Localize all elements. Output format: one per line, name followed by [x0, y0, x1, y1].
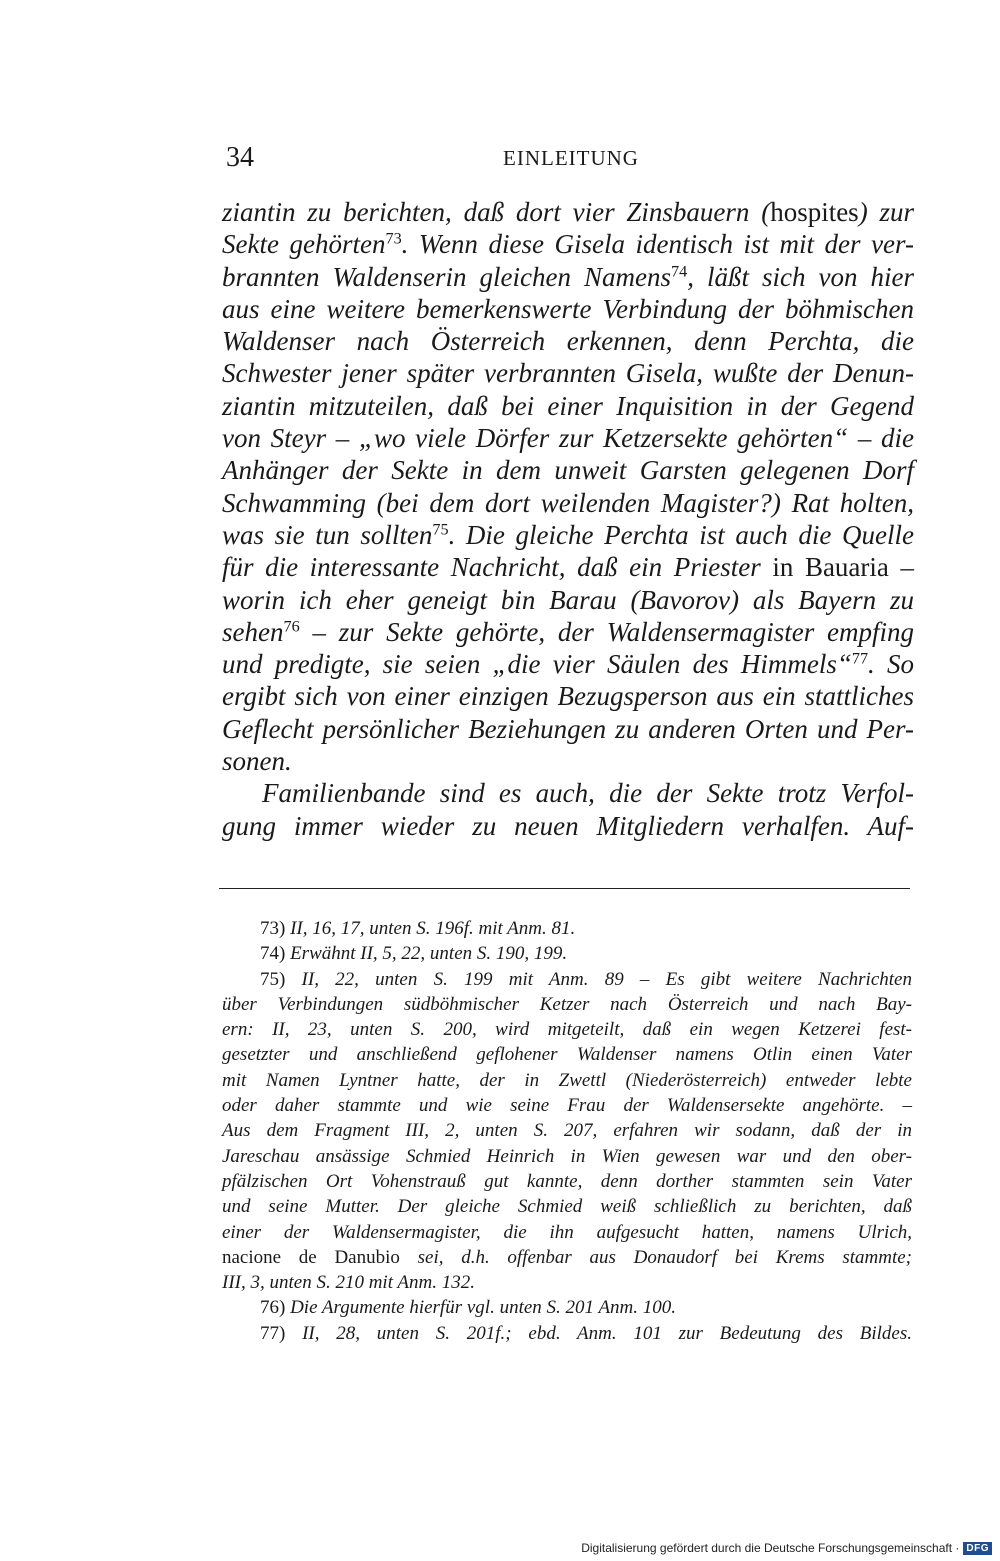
footnote: [222, 941, 912, 966]
footnote-rule: [219, 888, 910, 889]
body-line: sehen$^{76}$ – zur Sekte gehörte, der Waldensermagister empfing: [222, 616, 914, 647]
body-line: und predigte, sie seien „die vier Säulen des Himmels“$^{77}$. So: [222, 649, 915, 680]
body-line: ziantin zu berichten, daß dort vier Zinsbauern (hospites) zur: [222, 197, 914, 227]
body-line: Familienbande sind es auch, die der Sekte trotz Verfol-: [262, 778, 914, 809]
footnote-line: mit Namen Lyntner hatte, der in Zwettl (Niederösterreich) entweder lebte: [222, 1069, 912, 1091]
body-line: aus eine weitere bemerkenswerte Verbindung der böhmischen: [222, 293, 914, 324]
footnote: [222, 1295, 912, 1320]
footnote-line: oder daher stammte und wie seine Frau der Waldensersekte angehörte. –: [222, 1095, 912, 1117]
body-line: Sekte gehörten$^{73}$. Wenn diese Gisela identisch ist mit der ver-: [222, 229, 915, 260]
footnote-line: III, 3, unten S. 210 mit Anm. 132.: [222, 1272, 475, 1294]
body-text: [222, 196, 914, 842]
footnote-line: und seine Mutter. Der gleiche Schmied weiß schließlich zu berichten, daß: [222, 1196, 912, 1218]
digitization-footer: [581, 1541, 992, 1555]
body-line: Waldenser nach Österreich erkennen, denn Perchta, die: [222, 326, 914, 357]
footnote: [222, 967, 912, 1296]
footnote-line: über Verbindungen südböhmischer Ketzer nach Österreich und nach Bay-: [222, 993, 912, 1015]
footnote-line: Aus dem Fragment III, 2, unten S. 207, erfahren wir sodann, daß der in: [222, 1120, 912, 1142]
running-head: EINLEITUNG: [503, 146, 639, 170]
body-line: ziantin mitzuteilen, daß bei einer Inquisition in der Gegend: [222, 390, 914, 421]
body-line: Geflecht persönlicher Beziehungen zu anderen Orten und Per-: [222, 713, 914, 744]
footnotes: [222, 916, 912, 1346]
body-line: gung immer wieder zu neuen Mitgliedern verhalfen. Auf-: [222, 810, 914, 841]
body-line: von Steyr – „wo viele Dörfer zur Ketzersekte gehörten“ – die: [222, 423, 914, 454]
body-line: brannten Waldenserin gleichen Namens$^{74}$, läßt sich von hier: [222, 261, 914, 292]
footnote-line: 74) Erwähnt II, 5, 22, unten S. 190, 199.: [260, 943, 568, 965]
body-line: ergibt sich von einer einzigen Bezugsperson aus ein stattliches: [222, 681, 914, 712]
body-line: Anhänger der Sekte in dem unweit Garsten gelegenen Dorf: [222, 455, 914, 486]
dfg-logo: DFG: [963, 1542, 992, 1555]
footnote-line: 77) II, 28, unten S. 201f.; ebd. Anm. 101 zur Bedeutung des Bildes.: [260, 1322, 912, 1344]
footnote-line: einer der Waldensermagister, die ihn aufgesucht hatten, namens Ulrich,: [222, 1221, 912, 1243]
footnote-line: Jareschau ansässige Schmied Heinrich in Wien gewesen war und den ober-: [222, 1145, 912, 1167]
body-line: für die interessante Nachricht, daß ein Priester in Bauaria –: [222, 552, 914, 583]
footnote-line: 76) Die Argumente hierfür vgl. unten S. 201 Anm. 100.: [260, 1297, 677, 1319]
footnote: [222, 1321, 912, 1346]
body-line: worin ich eher geneigt bin Barau (Bavorov) als Bayern zu: [222, 584, 914, 615]
body-line: sonen.: [222, 746, 292, 777]
body-line: was sie tun sollten$^{75}$. Die gleiche Perchta ist auch die Quelle: [222, 519, 914, 550]
footnote-line: 73) II, 16, 17, unten S. 196f. mit Anm. 81.: [260, 918, 576, 939]
body-line: Schwamming (bei dem dort weilenden Magister?) Rat holten,: [222, 487, 914, 518]
page-number: 34: [226, 142, 254, 173]
footnote-line: nacione de Danubio sei, d.h. offenbar aus Donaudorf bei Krems stammte;: [222, 1246, 912, 1268]
footnote-line: ern: II, 23, unten S. 200, wird mitgeteilt, daß ein wegen Ketzerei fest-: [222, 1019, 912, 1041]
footnote-line: 75) II, 22, unten S. 199 mit Anm. 89 – Es gibt weitere Nachrichten: [260, 968, 912, 990]
body-line: Schwester jener später verbrannten Gisela, wußte der Denun-: [222, 358, 914, 389]
footnote-line: gesetzter und anschließend geflohener Waldenser namens Otlin einen Vater: [222, 1044, 912, 1066]
footnote: [222, 916, 912, 941]
footer-text: Digitalisierung gefördert durch die Deutsche Forschungsgemeinschaft ·: [581, 1541, 960, 1555]
footnote-line: pfälzischen Ort Vohenstrauß gut kannte, denn dorther stammten sein Vater: [222, 1170, 912, 1192]
